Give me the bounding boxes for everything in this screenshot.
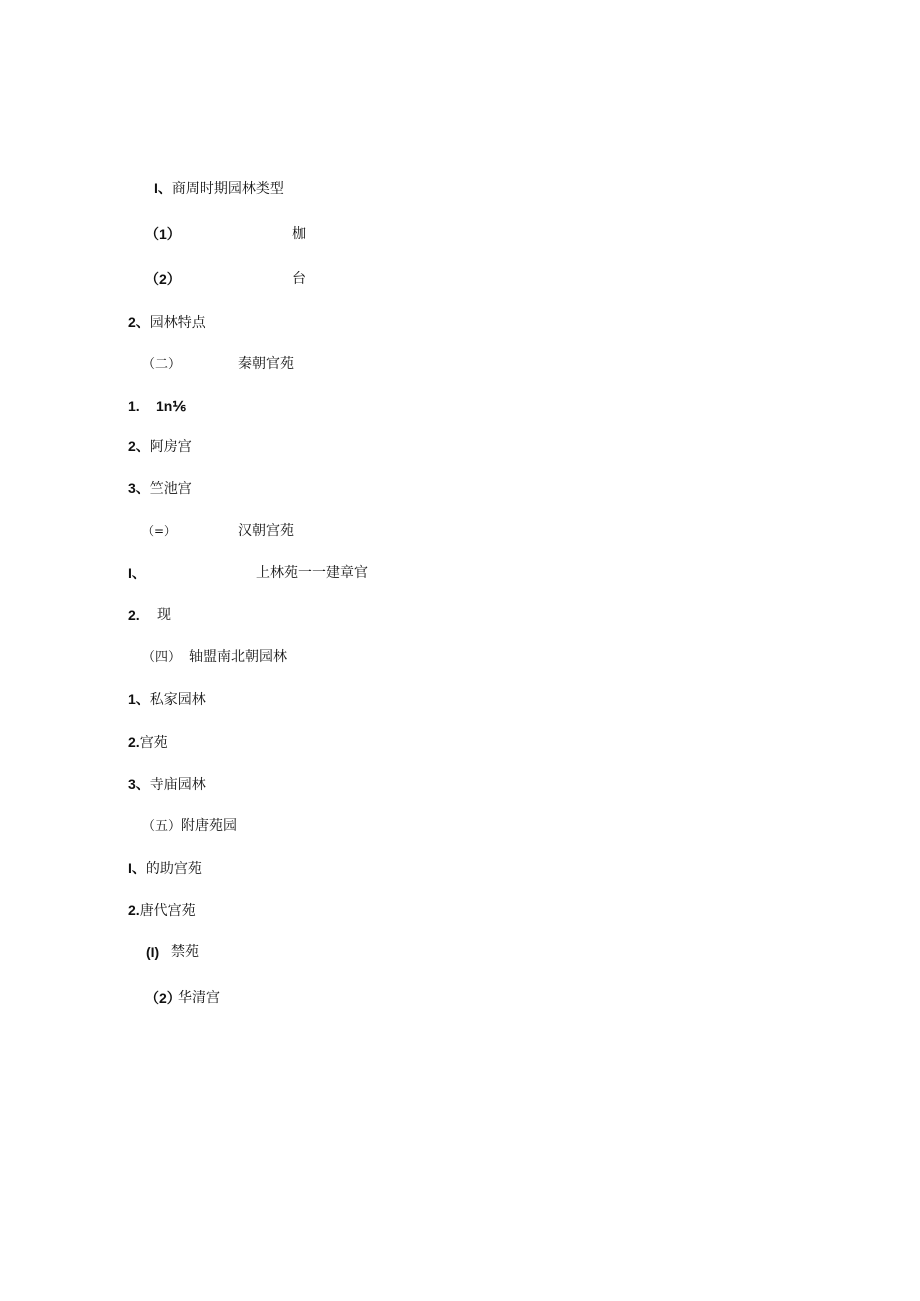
outline-line xyxy=(128,690,206,709)
item-number: 1. xyxy=(128,398,140,414)
item-number: （1） xyxy=(145,226,181,242)
item-number: 3、 xyxy=(128,480,150,496)
item-number: 2. xyxy=(128,734,140,750)
item-text: 宫苑 xyxy=(139,735,168,751)
item-text: 禁苑 xyxy=(171,944,199,960)
outline-line xyxy=(128,479,192,498)
item-text: 寺庙园林 xyxy=(149,777,206,793)
outline-line xyxy=(128,606,171,625)
outline-line xyxy=(128,313,206,332)
outline-line xyxy=(128,437,192,456)
outline-line xyxy=(154,179,284,198)
item-number: 2、 xyxy=(128,314,150,330)
item-text: 秦朝官苑 xyxy=(238,356,294,372)
outline-line xyxy=(145,225,306,244)
outline-line xyxy=(128,564,368,583)
item-text: 1n⅙ xyxy=(156,398,186,414)
item-number: I、 xyxy=(128,860,146,876)
outline-line xyxy=(145,270,306,289)
item-number: (I) xyxy=(146,944,160,960)
item-number: （五） xyxy=(142,819,182,834)
item-text: 现 xyxy=(157,607,171,623)
item-number: 1、 xyxy=(128,691,150,707)
item-text: 园林特点 xyxy=(149,315,206,331)
item-text: 上林苑一一建章官 xyxy=(256,565,368,581)
item-number: I、 xyxy=(154,180,172,196)
item-number: 3、 xyxy=(128,776,150,792)
item-text: 华清宫 xyxy=(178,990,220,1006)
item-text: 轴盟南北朝园林 xyxy=(189,649,287,665)
item-text: 台 xyxy=(292,271,306,287)
item-number: I、 xyxy=(128,565,146,581)
item-number: 2. xyxy=(128,902,140,918)
item-number: （二） xyxy=(142,357,182,372)
item-number: （2） xyxy=(145,990,181,1006)
item-number: （=） xyxy=(142,524,177,538)
item-number: 2、 xyxy=(128,438,150,454)
item-text: 唐代宫苑 xyxy=(139,903,196,919)
outline-line xyxy=(128,901,196,920)
item-text: 的助宫苑 xyxy=(145,861,202,877)
item-number: （四） xyxy=(142,650,182,665)
item-number: （2） xyxy=(145,271,181,287)
item-text: 枷 xyxy=(292,226,306,242)
outline-line xyxy=(128,733,168,752)
item-text: 阿房宫 xyxy=(149,439,192,455)
outline-line xyxy=(142,522,294,540)
item-text: 附唐苑园 xyxy=(181,818,238,834)
item-text: 竺池宫 xyxy=(149,481,192,497)
outline-line xyxy=(146,943,199,962)
item-text: 私家园林 xyxy=(149,692,206,708)
outline-line xyxy=(128,859,202,878)
outline-line xyxy=(142,648,287,667)
item-text: 商周时期园林类型 xyxy=(171,181,284,197)
outline-line xyxy=(142,355,294,374)
outline-line xyxy=(142,817,237,836)
outline-line xyxy=(145,989,220,1008)
item-text: 汉朝宫苑 xyxy=(238,523,294,539)
item-number: 2. xyxy=(128,607,140,623)
outline-line xyxy=(128,775,206,794)
outline-line xyxy=(128,397,186,416)
